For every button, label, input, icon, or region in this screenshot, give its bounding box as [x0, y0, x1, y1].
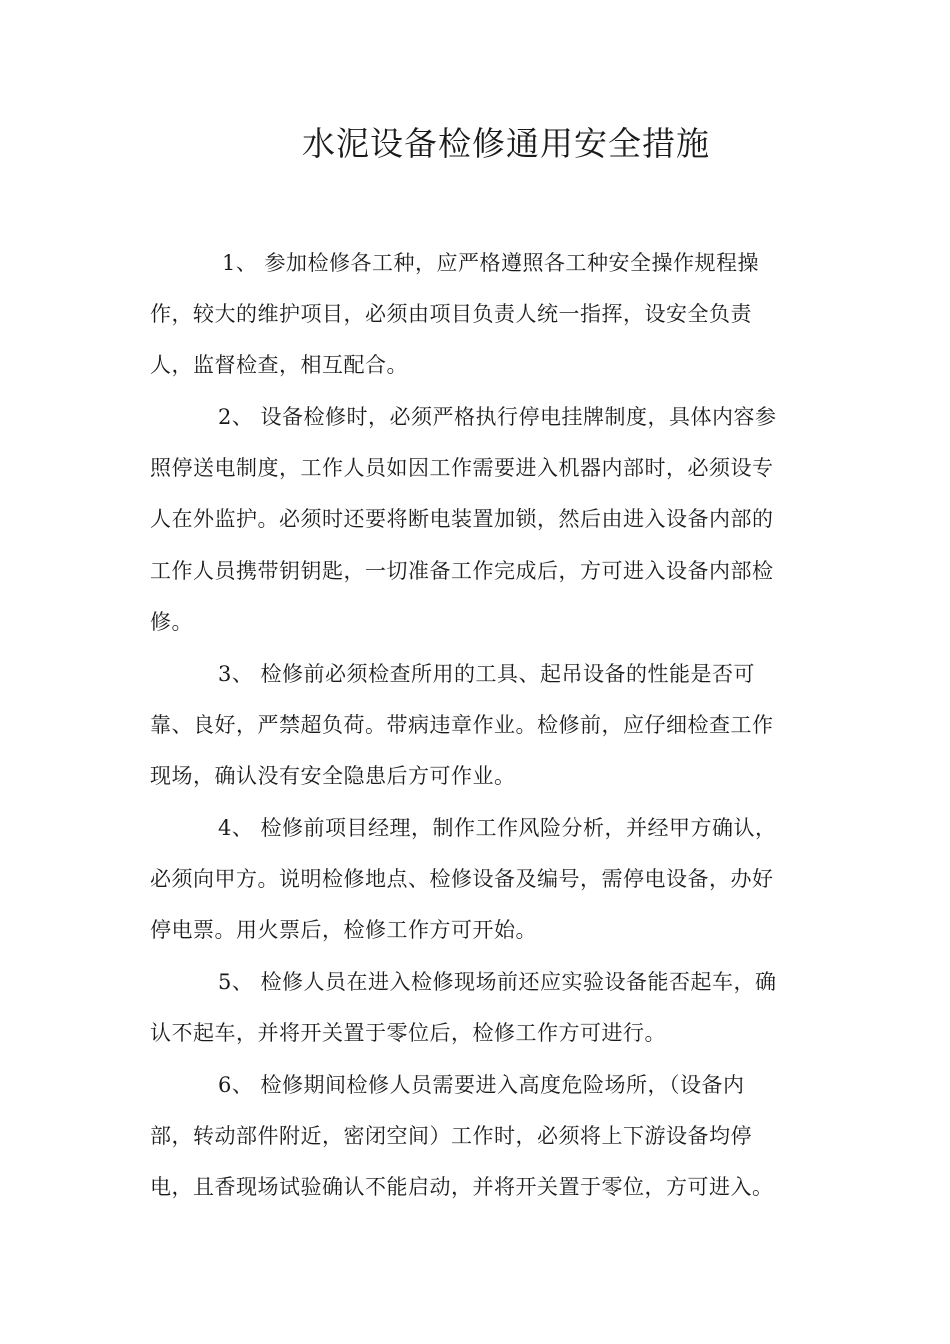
paragraph-4-line-2: 必须向甲方。说明检修地点、检修设备及编号，需停电设备，办好 [150, 867, 774, 891]
document-title: 水泥设备检修通用安全措施 [302, 124, 710, 163]
paragraph-2-line-2: 照停送电制度，工作人员如因工作需要进入机器内部时，必须设专 [150, 456, 774, 480]
paragraph-1-line-2: 作，较大的维护项目，必须由项目负责人统一指挥，设安全负责 [150, 302, 752, 326]
paragraph-2-line-5: 修。 [150, 610, 193, 634]
paragraph-2-line-3: 人在外监护。必须时还要将断电装置加锁，然后由进入设备内部的 [150, 507, 774, 531]
paragraph-3-line-3: 现场，确认没有安全隐患后方可作业。 [150, 764, 516, 788]
paragraph-4-line-1: 4、 检修前项目经理，制作工作风险分析，并经甲方确认， [218, 816, 777, 840]
paragraph-3-line-1: 3、 检修前必须检查所用的工具、起吊设备的性能是否可 [218, 662, 756, 686]
paragraph-5-line-1: 5、 检修人员在进入检修现场前还应实验设备能否起车，确 [218, 970, 777, 994]
paragraph-4-line-3: 停电票。用火票后，检修工作方可开始。 [150, 918, 537, 942]
paragraph-6-line-1: 6、 检修期间检修人员需要进入高度危险场所，（设备内 [218, 1073, 745, 1097]
paragraph-5-line-2: 认不起车，并将开关置于零位后，检修工作方可进行。 [150, 1021, 666, 1045]
paragraph-1-line-1: 1、 参加检修各工种，应严格遵照各工种安全操作规程操 [222, 251, 760, 275]
paragraph-1-line-3: 人，监督检查，相互配合。 [150, 353, 408, 377]
paragraph-2-line-1: 2、 设备检修时，必须严格执行停电挂牌制度，具体内容参 [218, 405, 777, 429]
paragraph-2-line-4: 工作人员携带钥钥匙，一切准备工作完成后，方可进入设备内部检 [150, 559, 774, 583]
paragraph-6-line-2: 部，转动部件附近，密闭空间）工作时，必须将上下游设备均停 [150, 1124, 752, 1148]
paragraph-3-line-2: 靠、良好，严禁超负荷。带病违章作业。检修前，应仔细检查工作 [150, 713, 774, 737]
paragraph-6-line-3: 电，且香现场试验确认不能启动，并将开关置于零位，方可进入。 [150, 1175, 774, 1199]
